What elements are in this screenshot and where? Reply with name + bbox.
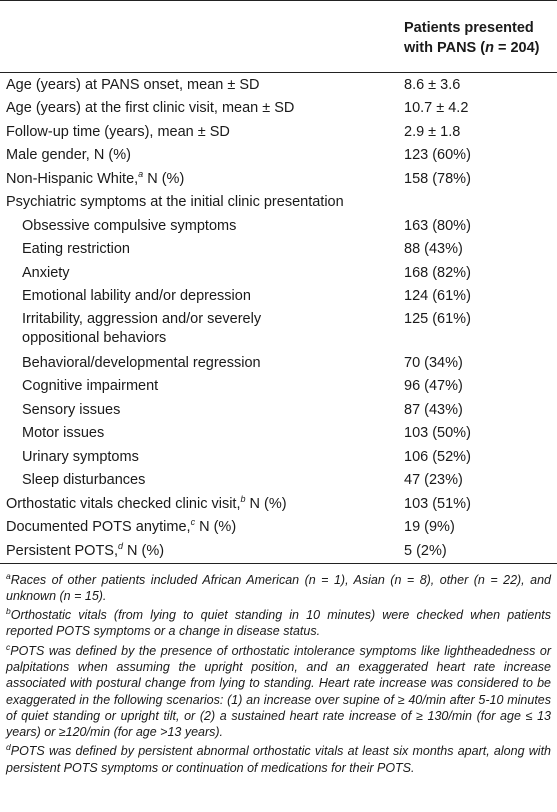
footnote-b-text: Orthostatic vitals (from lying to quiet standing in 10 minutes) were checked when patients reported POTS symptoms or a change in disease status. [6, 608, 551, 639]
row-label-tail: N (%) [143, 170, 185, 187]
row-label [0, 308, 402, 351]
table-header-row [0, 1, 557, 73]
row-label: Urinary symptoms [22, 448, 139, 465]
row-value: 103 (50%) [404, 425, 471, 442]
table-row [0, 97, 557, 121]
footnote-d [6, 743, 551, 776]
row-label: Age (years) at the first clinic visit, mean ± SD [6, 100, 295, 117]
table-row [0, 308, 557, 351]
row-label: Obsessive compulsive symptoms [22, 217, 237, 234]
row-value: 47 (23%) [404, 472, 463, 489]
table-row [0, 469, 557, 493]
footnote-c [6, 643, 551, 741]
row-value: 10.7 ± 4.2 [404, 100, 469, 117]
row-value: 70 (34%) [404, 354, 463, 371]
row-value: 2.9 ± 1.8 [404, 123, 461, 140]
row-label: Emotional lability and/or depression [22, 288, 251, 305]
footnote-mark: d [118, 540, 124, 551]
footnote-d-text: POTS was defined by persistent abnormal orthostatic vitals at least six months apart, along with persistent POTS symptoms or continuation of medications for their POTS. [6, 744, 551, 775]
table-row [0, 144, 557, 168]
footnote-d-mark: d [6, 742, 11, 753]
header-line2-b: = 204) [493, 40, 540, 56]
header-patients-column [402, 1, 557, 73]
table-row [0, 285, 557, 309]
row-value: 88 (43%) [404, 241, 463, 258]
row-label-tail: N (%) [123, 542, 165, 559]
row-value: 123 (60%) [404, 147, 471, 164]
table-row [0, 539, 557, 563]
row-label-tail: N (%) [195, 519, 237, 536]
table-row [0, 351, 557, 375]
row-value: 87 (43%) [404, 401, 463, 418]
table-row [0, 238, 557, 262]
row-label: Age (years) at PANS onset, mean ± SD [6, 76, 260, 93]
header-line2-a: with PANS ( [404, 40, 486, 56]
table-row [0, 375, 557, 399]
table-row [0, 73, 557, 97]
footnote-a-text: Races of other patients included African American (n = 1), Asian (n = 8), other (n = 22), and unknown (n = 15). [6, 572, 551, 603]
row-value: 19 (9%) [404, 519, 455, 536]
row-value: 103 (51%) [404, 495, 471, 512]
table-row [0, 120, 557, 144]
table-footnotes [0, 564, 557, 777]
footnote-c-mark: c [6, 641, 11, 652]
table-row [0, 492, 557, 516]
row-label-tail: N (%) [245, 495, 287, 512]
row-label-text: Documented POTS anytime, [6, 519, 191, 536]
row-label [0, 167, 402, 191]
footnote-mark: c [190, 517, 196, 528]
row-value: 124 (61%) [404, 288, 471, 305]
row-label [0, 516, 402, 540]
footnote-b [6, 607, 551, 640]
row-value: 8.6 ± 3.6 [404, 76, 461, 93]
row-value: 5 (2%) [402, 539, 557, 563]
row-value: 168 (82%) [404, 264, 471, 281]
row-label-line2: oppositional behaviors [22, 330, 167, 346]
row-label: Sensory issues [22, 401, 121, 418]
footnote-mark: a [138, 168, 144, 179]
footnote-a [6, 572, 551, 605]
row-label-line1: Irritability, aggression and/or severely [22, 311, 262, 327]
footnote-b-mark: b [6, 605, 11, 616]
table-row [0, 516, 557, 540]
table-row [0, 261, 557, 285]
row-label [0, 492, 402, 516]
row-label: Eating restriction [22, 241, 130, 258]
row-label-text: Orthostatic vitals checked clinic visit, [6, 495, 241, 512]
table-row [0, 191, 557, 215]
row-value: 125 (61%) [404, 311, 471, 327]
row-label: Follow-up time (years), mean ± SD [6, 123, 230, 140]
row-value: 96 (47%) [404, 378, 463, 395]
row-label: Motor issues [22, 425, 105, 442]
header-line2-n: n [485, 40, 494, 56]
table-row [0, 422, 557, 446]
row-label-text: Persistent POTS, [6, 542, 119, 559]
row-label: Male gender, N (%) [6, 147, 131, 164]
row-value: 163 (80%) [404, 217, 471, 234]
footnote-mark: b [240, 493, 246, 504]
row-label-text: Non-Hispanic White, [6, 170, 139, 187]
row-label: Behavioral/developmental regression [22, 354, 261, 371]
row-label [0, 539, 402, 563]
table-row [0, 398, 557, 422]
header-line1: Patients presented [404, 20, 534, 36]
row-value: 158 (78%) [404, 170, 471, 187]
table-row [0, 445, 557, 469]
header-empty-cell [0, 1, 402, 73]
section-label: Psychiatric symptoms at the initial clinic presentation [6, 194, 344, 211]
row-label: Anxiety [22, 264, 70, 281]
footnote-c-text: POTS was defined by the presence of orthostatic intolerance symptoms like lightheadedness or palpitations when assuming the upright position, and an exaggerated heart rate increase associated with postural change from lying to standing. Heart rate increase was considered to be exaggerated in the following scenarios: (1) an increase over supine of ≥ 40/min after 5-10 minutes of quiet standing or upright tilt, or (2) a sustained heart rate increase of ≥ 130/min (for age ≤ 13 years) or ≥120/min (for age >13 years). [6, 643, 551, 740]
row-label: Cognitive impairment [22, 378, 159, 395]
row-label: Sleep disturbances [22, 472, 146, 489]
row-value: 106 (52%) [404, 448, 471, 465]
footnote-a-mark: a [6, 570, 11, 581]
table-row [0, 167, 557, 191]
table-row [0, 214, 557, 238]
